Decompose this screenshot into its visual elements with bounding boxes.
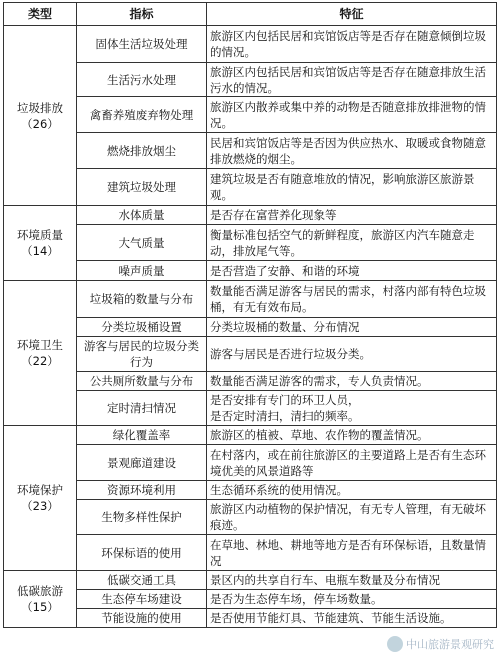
feature-cell: 在草地、林地、耕地等地方是否有环保标语，且数量情况	[207, 535, 497, 571]
wechat-logo-icon	[387, 636, 403, 652]
table-row	[4, 206, 497, 225]
feature-cell: 数量能否满足游客的需求，专人负责情况。	[207, 372, 497, 391]
table-row	[4, 535, 497, 571]
feature-cell: 是否使用节能灯具、节能建筑、节能生活设施。	[207, 609, 497, 628]
table-row	[4, 500, 497, 535]
indicator-cell: 资源环境利用	[77, 481, 207, 500]
table-row	[4, 391, 497, 426]
table-row	[4, 609, 497, 628]
indicator-cell: 固体生活垃圾处理	[77, 26, 207, 63]
header-indicator: 指标	[77, 3, 207, 26]
feature-cell: 分类垃圾桶的数量、分布情况	[207, 318, 497, 337]
feature-cell: 衡量标准包括空气的新鲜程度，旅游区内汽车随意走动，排放尾气等。	[207, 225, 497, 261]
category-name: 环境质量	[17, 228, 63, 242]
indicator-cell: 低碳交通工具	[77, 571, 207, 590]
watermark-text: 中山旅游景观研究	[406, 638, 494, 651]
indicator-cell: 生活污水处理	[77, 63, 207, 97]
indicator-cell: 景观廊道建设	[77, 445, 207, 481]
indicator-cell: 大气质量	[77, 225, 207, 261]
feature-cell: 生态循环系统的使用情况。	[207, 481, 497, 500]
table-row	[4, 426, 497, 445]
table-row	[4, 281, 497, 318]
category-cell	[4, 571, 77, 628]
category-cell	[4, 281, 77, 426]
feature-cell: 旅游区的植被、草地、农作物的覆盖情况。	[207, 426, 497, 445]
indicator-cell: 公共厕所数量与分布	[77, 372, 207, 391]
indicator-cell: 垃圾箱的数量与分布	[77, 281, 207, 318]
category-name: 环境保护	[17, 483, 63, 497]
indicator-cell: 定时清扫情况	[77, 391, 207, 426]
table-body	[4, 26, 497, 628]
indicator-cell: 绿化覆盖率	[77, 426, 207, 445]
table-row	[4, 590, 497, 609]
indicator-cell: 建筑垃圾处理	[77, 169, 207, 206]
indicator-cell: 生物多样性保护	[77, 500, 207, 535]
table-row	[4, 63, 497, 97]
indicator-cell: 燃烧排放烟尘	[77, 133, 207, 169]
feature-cell: 景区内的共享自行车、电瓶车数量及分布情况	[207, 571, 497, 590]
indicator-cell: 节能设施的使用	[77, 609, 207, 628]
table-row	[4, 571, 497, 590]
category-name: 低碳旅游	[17, 584, 63, 598]
feature-cell: 是否安排有专门的环卫人员， 是否定时清扫，清扫的频率。	[207, 391, 497, 426]
feature-cell: 旅游区内动植物的保护情况，有无专人管理，有无破坏痕迹。	[207, 500, 497, 535]
table-row	[4, 133, 497, 169]
category-count: （22）	[21, 354, 59, 368]
category-cell	[4, 426, 77, 571]
table-row	[4, 97, 497, 133]
feature-cell: 旅游区内包括民居和宾馆饭店等是否存在随意倾倒垃圾的情况。	[207, 26, 497, 63]
table-row	[4, 318, 497, 337]
category-count: （15）	[21, 600, 59, 614]
feature-cell: 建筑垃圾是否有随意堆放的情况，影响旅游区旅游景观。	[207, 169, 497, 206]
indicator-cell: 噪声质量	[77, 261, 207, 281]
feature-cell: 数量能否满足游客与居民的需求，村落内部有特色垃圾桶，有无有效布局。	[207, 281, 497, 318]
table-row	[4, 169, 497, 206]
watermark	[387, 636, 494, 652]
table-header-row	[4, 3, 497, 26]
indicator-cell: 环保标语的使用	[77, 535, 207, 571]
table-row	[4, 481, 497, 500]
table-row	[4, 445, 497, 481]
table-row	[4, 372, 497, 391]
indicator-cell: 禽畜养殖废弃物处理	[77, 97, 207, 133]
table-row	[4, 225, 497, 261]
feature-cell: 在村落内，或在前往旅游区的主要道路上是否有生态环境优美的风景道路等	[207, 445, 497, 481]
feature-cell: 游客与居民是否进行垃圾分类。	[207, 337, 497, 372]
category-cell	[4, 26, 77, 206]
feature-cell: 旅游区内包括民居和宾馆饭店等是否存在随意排放生活污水的情况。	[207, 63, 497, 97]
header-type: 类型	[4, 3, 77, 26]
indicator-table	[3, 2, 497, 628]
category-cell	[4, 206, 77, 281]
feature-cell: 旅游区内散养或集中养的动物是否随意排放排泄物的情况。	[207, 97, 497, 133]
table-row	[4, 261, 497, 281]
category-count: （26）	[21, 116, 59, 131]
indicator-cell: 分类垃圾桶设置	[77, 318, 207, 337]
table-row	[4, 337, 497, 372]
indicator-cell: 游客与居民的垃圾分类行为	[77, 337, 207, 372]
category-name: 环境卫生	[17, 338, 63, 352]
feature-cell: 是否存在富营养化现象等	[207, 206, 497, 225]
header-feature: 特征	[207, 3, 497, 26]
category-count: （23）	[21, 499, 59, 513]
feature-cell: 是否营造了安静、和谐的环境	[207, 261, 497, 281]
table-row	[4, 26, 497, 63]
feature-cell: 民居和宾馆饭店等是否因为供应热水、取暖或食物随意排放燃烧的烟尘。	[207, 133, 497, 169]
indicator-cell: 生态停车场建设	[77, 590, 207, 609]
indicator-cell: 水体质量	[77, 206, 207, 225]
feature-cell: 是否为生态停车场，停车场数量。	[207, 590, 497, 609]
category-count: （14）	[21, 244, 59, 258]
category-name: 垃圾排放	[17, 100, 63, 115]
